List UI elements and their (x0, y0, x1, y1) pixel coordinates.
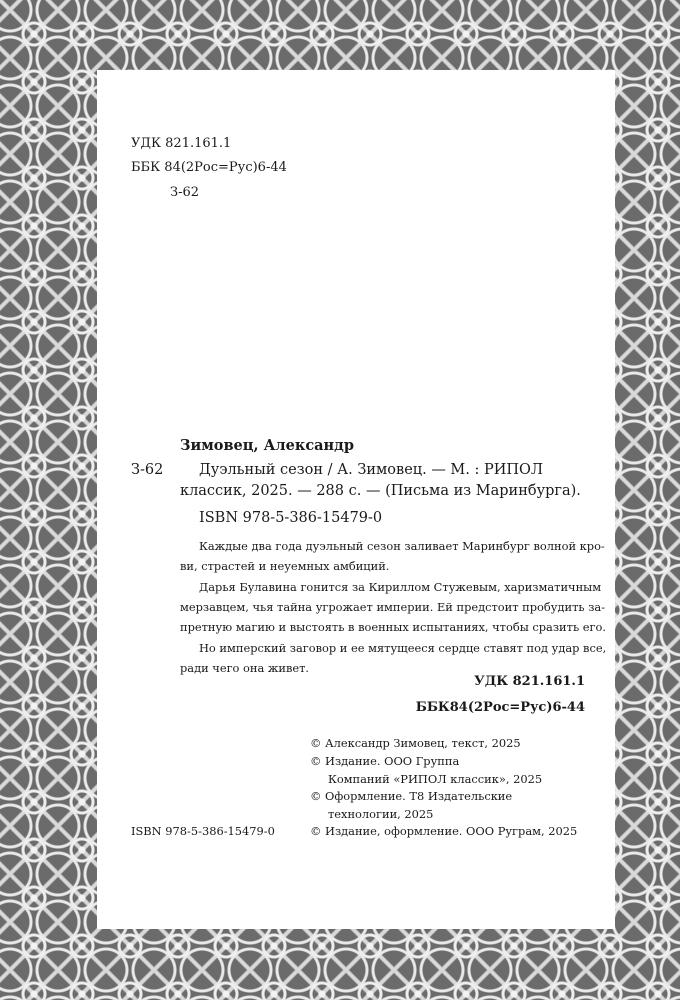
bottom-isbn: ISBN 978-5-386-15479-0 (131, 824, 275, 838)
copyright-line: © Издание, оформление. ООО Руграм, 2025 (310, 824, 578, 838)
record-isbn: ISBN 978-5-386-15479-0 (199, 510, 383, 526)
top-author-mark: З-62 (170, 185, 200, 200)
page-area (97, 70, 615, 929)
copyright-line: Компаний «РИПОЛ классик», 2025 (328, 772, 543, 786)
classification-udk: УДК 821.161.1 (474, 674, 585, 689)
copyright-line: технологии, 2025 (328, 807, 434, 821)
annotation-line: претную магию и выстоять в военных испытаниях, чтобы сразить его. (180, 620, 606, 634)
copyright-line: © Александр Зимовец, текст, 2025 (310, 736, 521, 750)
annotation-line: Но имперский заговор и ее мятущееся сердце ставят под удар все, (199, 641, 607, 655)
annotation-line: ви, страстей и неуемных амбиций. (180, 559, 390, 573)
record-mark: З-62 (131, 462, 164, 478)
record-line-1: Дуэльный сезон / А. Зимовец. — М. : РИПОЛ (199, 462, 544, 478)
author-heading: Зимовец, Александр (180, 437, 354, 454)
annotation-line: ради чего она живет. (180, 661, 310, 675)
record-line-2: классик, 2025. — 288 с. — (Письма из Маринбурга). (180, 483, 581, 499)
annotation-line: Каждые два года дуэльный сезон заливает Маринбург волной кро- (199, 539, 605, 553)
annotation-line: мерзавцем, чья тайна угрожает империи. Ей предстоит пробудить за- (180, 600, 606, 614)
annotation-line: Дарья Булавина гонится за Кириллом Стужевым, харизматичным (199, 580, 602, 594)
top-udk: УДК 821.161.1 (131, 136, 232, 151)
copyright-line: © Оформление. Т8 Издательские (310, 789, 513, 803)
top-bbk: ББК 84(2Рос=Рус)6-44 (131, 160, 287, 175)
copyright-line: © Издание. ООО Группа (310, 754, 460, 768)
classification-bbk: ББК84(2Рос=Рус)6-44 (415, 700, 585, 715)
